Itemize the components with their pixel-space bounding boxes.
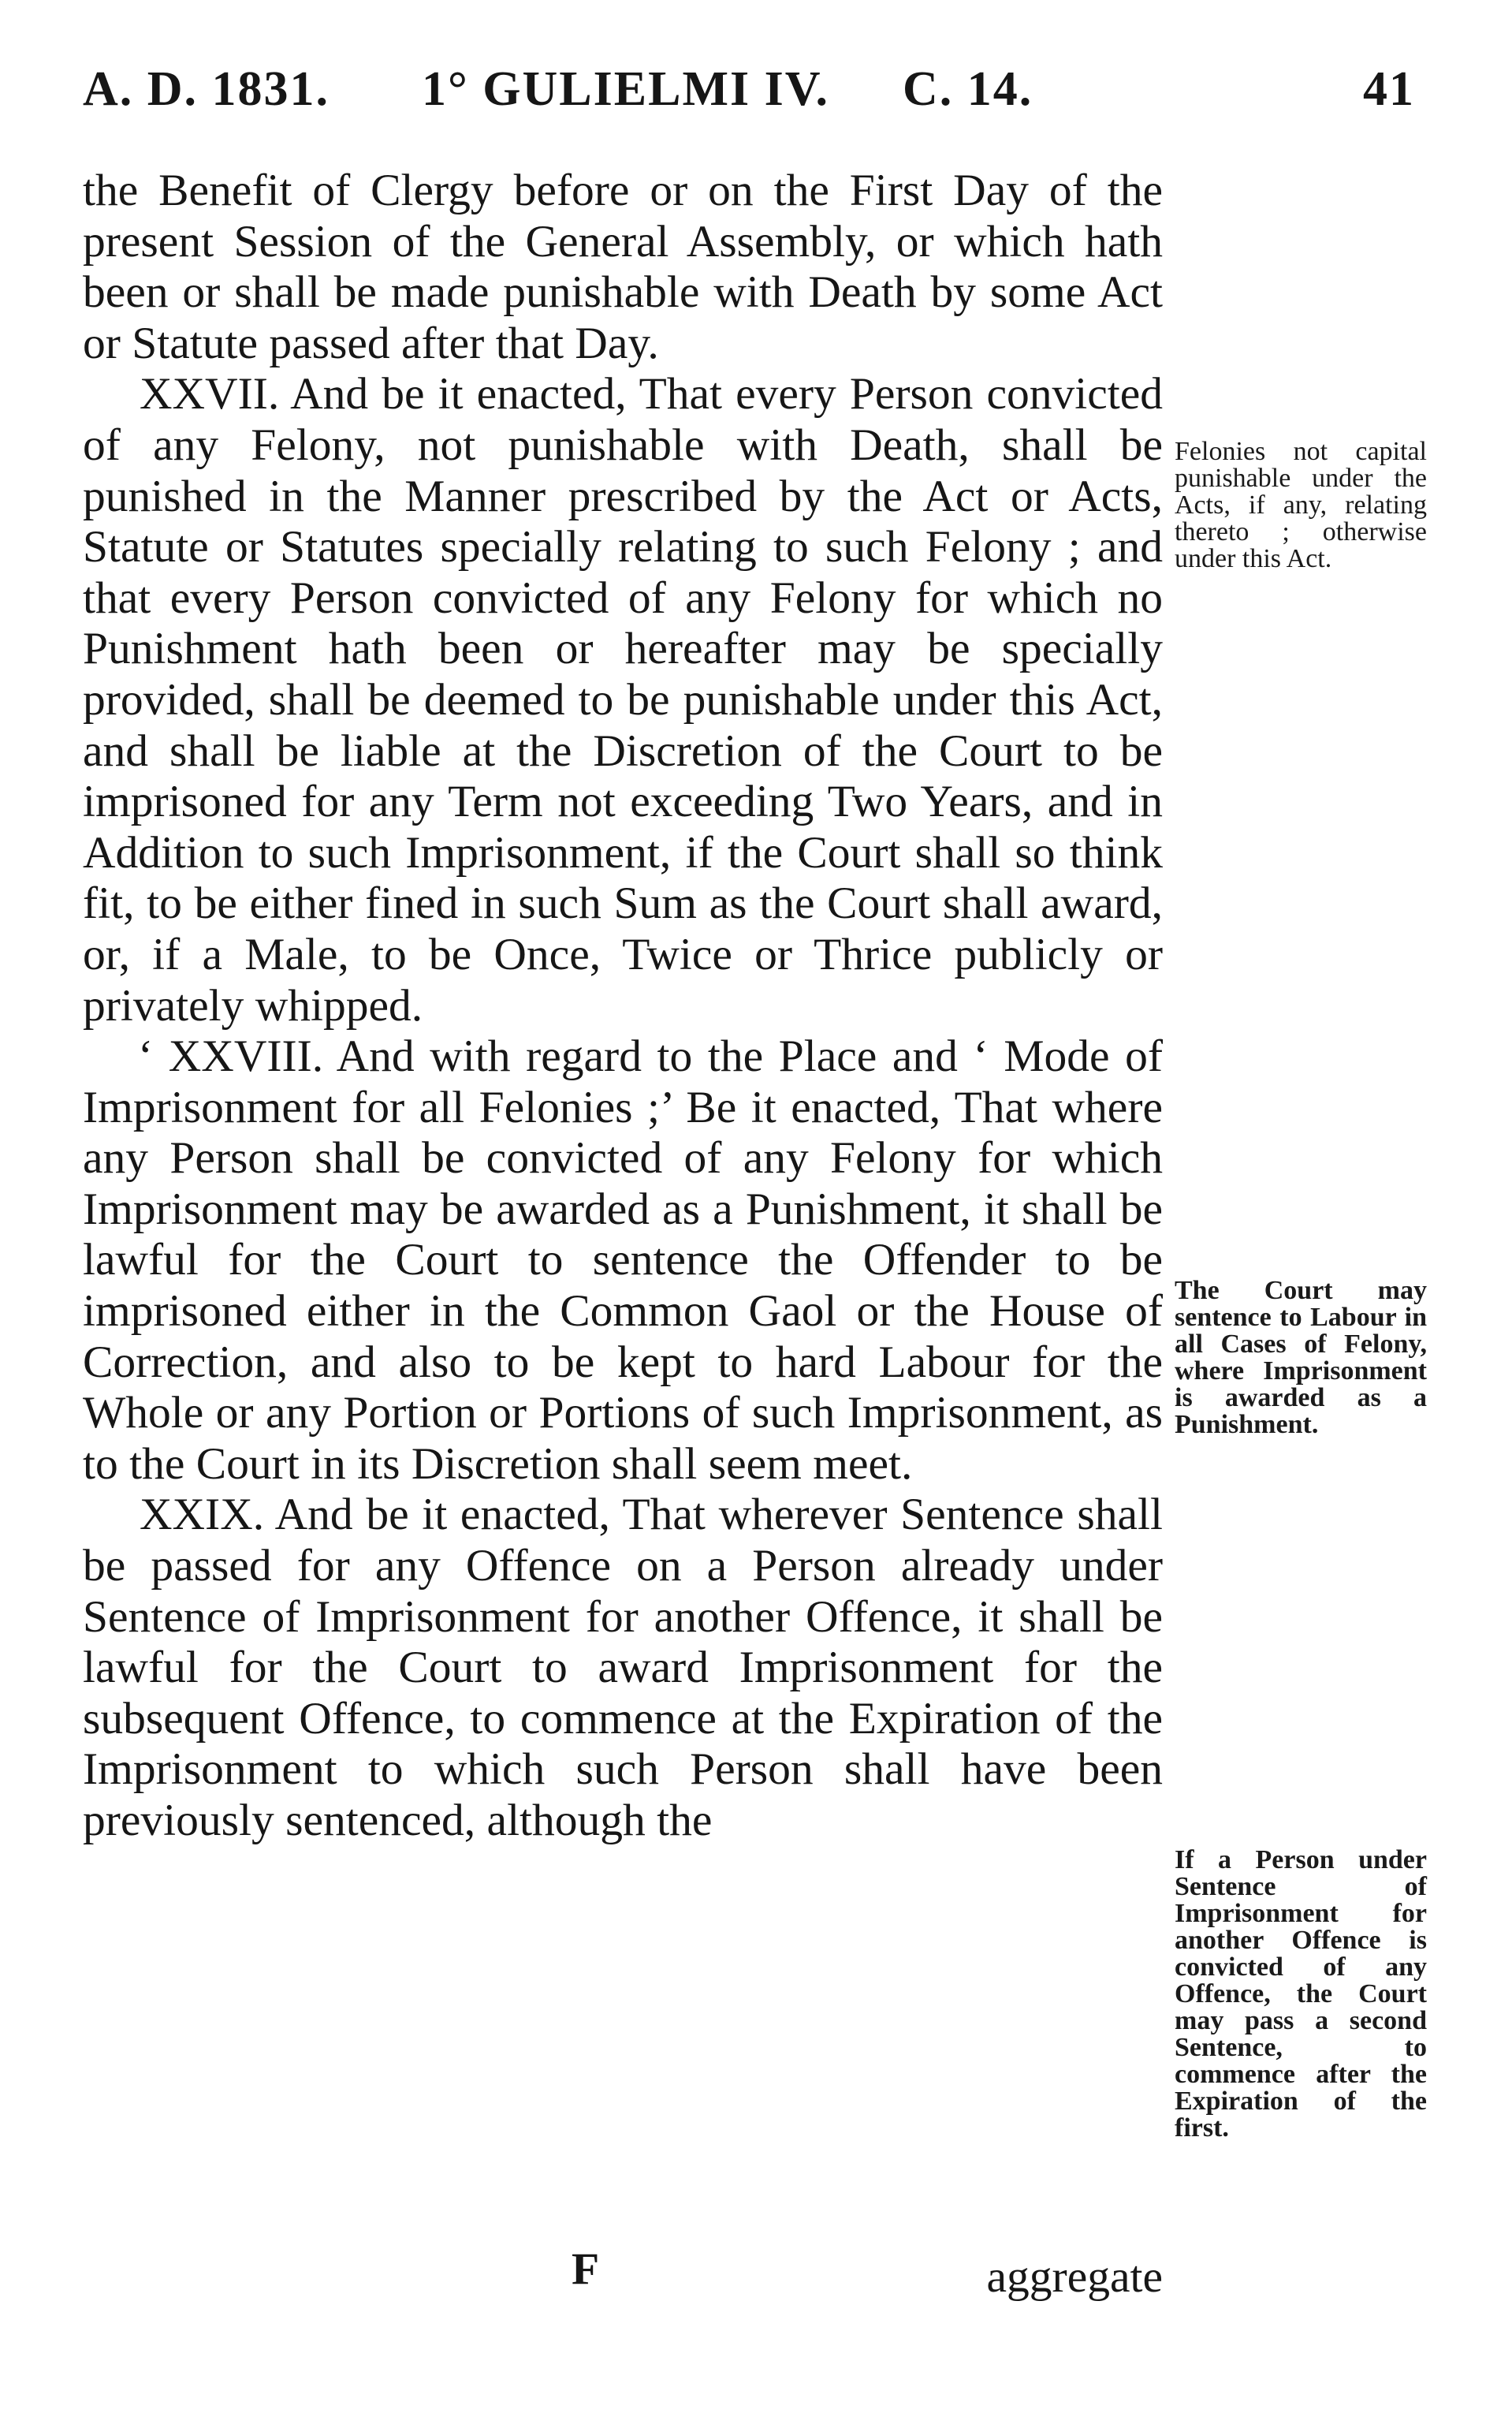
running-head-reign: 1° GULIELMI IV. <box>422 62 830 116</box>
marginal-note-section-29: If a Person under Sentence of Imprisonment for another Offence is convicted of any Offence, the Court may pass a second Sentence, to commence after the Expiration of the first. <box>1175 1845 1427 2143</box>
paragraph-continuation: the Benefit of Clergy before or on the First Day of the present Session of the General Assembly, or which hath been or shall be made punishable with Death by some Act or Statute passed after that Day. <box>83 166 1163 368</box>
running-head-year: A. D. 1831. <box>83 62 330 116</box>
catchword: aggregate <box>986 2252 1163 2302</box>
marginal-note-section-28: The Court may sentence to Labour in all Cases of Felony, where Imprisonment is awarded as a Punishment. <box>1175 1276 1427 1439</box>
main-text-column <box>83 166 1163 1847</box>
paragraph-section-29: XXIX. And be it enacted, That wherever Sentence shall be passed for any Offence on a Person already under Sentence of Imprisonment for another Offence, it shall be lawful for the Court to award Imprisonment for the subsequent Offence, to commence at the Expiration of the Imprisonment to which such Person shall have been previously sentenced, although the <box>83 1490 1163 1845</box>
page-footer <box>83 2243 1163 2307</box>
signature-mark: F <box>572 2244 600 2294</box>
running-head <box>83 62 1415 132</box>
paragraph-section-28: ‘ XXVIII. And with regard to the Place and ‘ Mode of Imprisonment for all Felonies ;’ Be it enacted, That where any Person shall be convicted of any Felony for which Imprisonment may be awarded as a Punishment, it shall be lawful for the Court to sentence the Offender to be imprisoned either in the Common Gaol or the House of Correction, and also to be kept to hard Labour for the Whole or any Portion or Portions of such Imprisonment, as to the Court in its Discretion shall seem meet. <box>83 1031 1163 1489</box>
marginal-note-section-27: Felonies not capital punishable under the Acts, if any, relating thereto ; otherwise under this Act. <box>1175 437 1427 573</box>
running-head-chapter: C. 14. <box>903 62 1033 116</box>
page-number: 41 <box>1363 62 1415 116</box>
paragraph-section-27: XXVII. And be it enacted, That every Person convicted of any Felony, not punishable with Death, shall be punished in the Manner prescribed by the Act or Acts, Statute or Statutes specially relating to such Felony ; and that every Person convicted of any Felony for which no Punishment hath been or hereafter may be specially provided, shall be deemed to be punishable under this Act, and shall be liable at the Discretion of the Court to be imprisoned for any Term not exceeding Two Years, and in Addition to such Imprisonment, if the Court shall so think fit, to be either fined in such Sum as the Court shall award, or, if a Male, to be Once, Twice or Thrice publicly or privately whipped. <box>83 369 1163 1031</box>
